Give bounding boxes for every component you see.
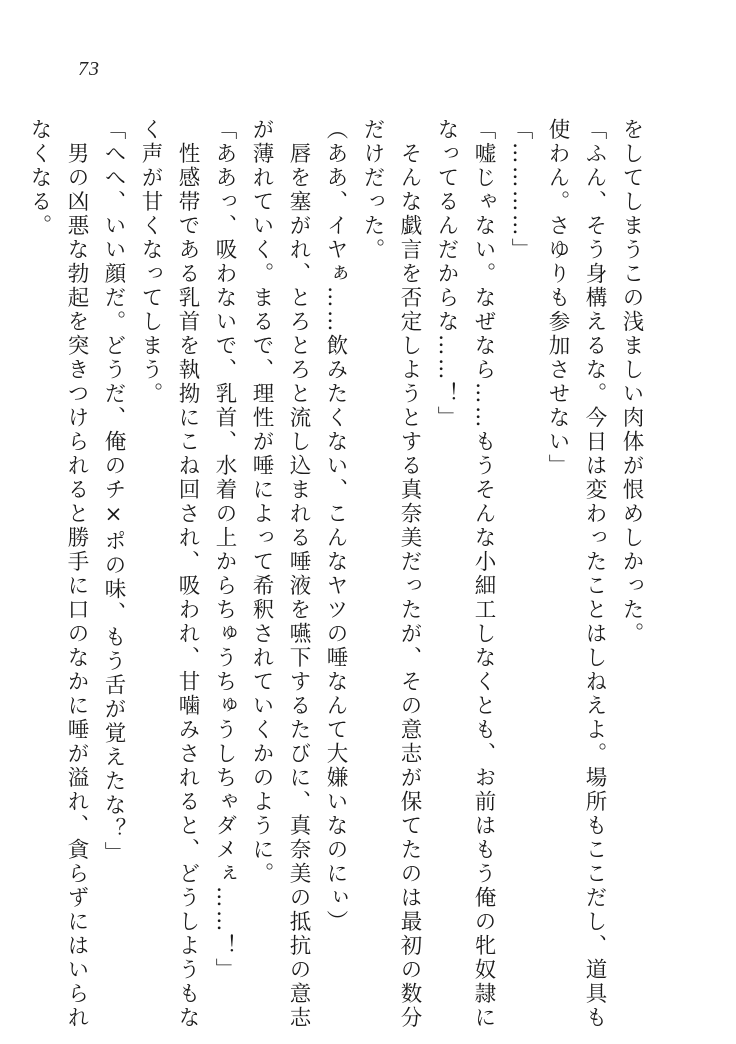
page-number: 73 — [78, 58, 100, 80]
text-line-16: 男の凶悪な勃起を突きつけられると勝手に口のなかに唾が溢れ、貪らずにはいられ — [64, 118, 89, 1030]
body-text — [27, 118, 650, 1030]
text-line-9: （ああ、イヤぁ……飲みたくない、こんなヤツの唾なんて大嫌いなのにぃ） — [323, 118, 348, 934]
text-line-6: なってるんだからな……！」 — [434, 118, 459, 430]
text-line-11: が薄れていく。まるで、理性が唾によって希釈されていくかのように。 — [249, 118, 274, 886]
text-line-7: そんな戯言を否定しようとする真奈美だったが、その意志が保てたのは最初の数分 — [397, 118, 422, 1030]
text-line-14: く声が甘くなってしまう。 — [138, 118, 163, 406]
text-line-3: 使わん。さゆりも参加させない」 — [545, 118, 570, 478]
text-line-2: 「ふん、そう身構えるな。今日は変わったことはしねえよ。場所もここだし、道具も — [582, 118, 607, 1030]
text-line-5: 「嘘じゃない。なぜなら……もうそんな小細工しなくとも、お前はもう俺の牝奴隷に — [471, 118, 496, 1030]
text-line-13: 性感帯である乳首を執拗にこね回され、吸われ、甘噛みされると、どうしようもな — [175, 118, 200, 1030]
text-line-17: なくなる。 — [27, 118, 52, 238]
text-line-1: をしてしまうこの浅ましい肉体が恨めしかった。 — [619, 118, 644, 646]
text-line-8: だけだった。 — [360, 118, 385, 262]
text-line-10: 唇を塞がれ、とろとろと流し込まれる唾液を嚥下するたびに、真奈美の抵抗の意志 — [286, 118, 311, 1030]
text-line-12: 「ああっ、吸わないで、乳首、水着の上からちゅうちゅうしちゃダメぇ……！」 — [212, 118, 237, 982]
text-line-4: 「…………」 — [508, 118, 533, 262]
text-line-15: 「へへ、いい顔だ。どうだ、俺のチ×ポの味、もう舌が覚えたな？」 — [101, 118, 126, 866]
